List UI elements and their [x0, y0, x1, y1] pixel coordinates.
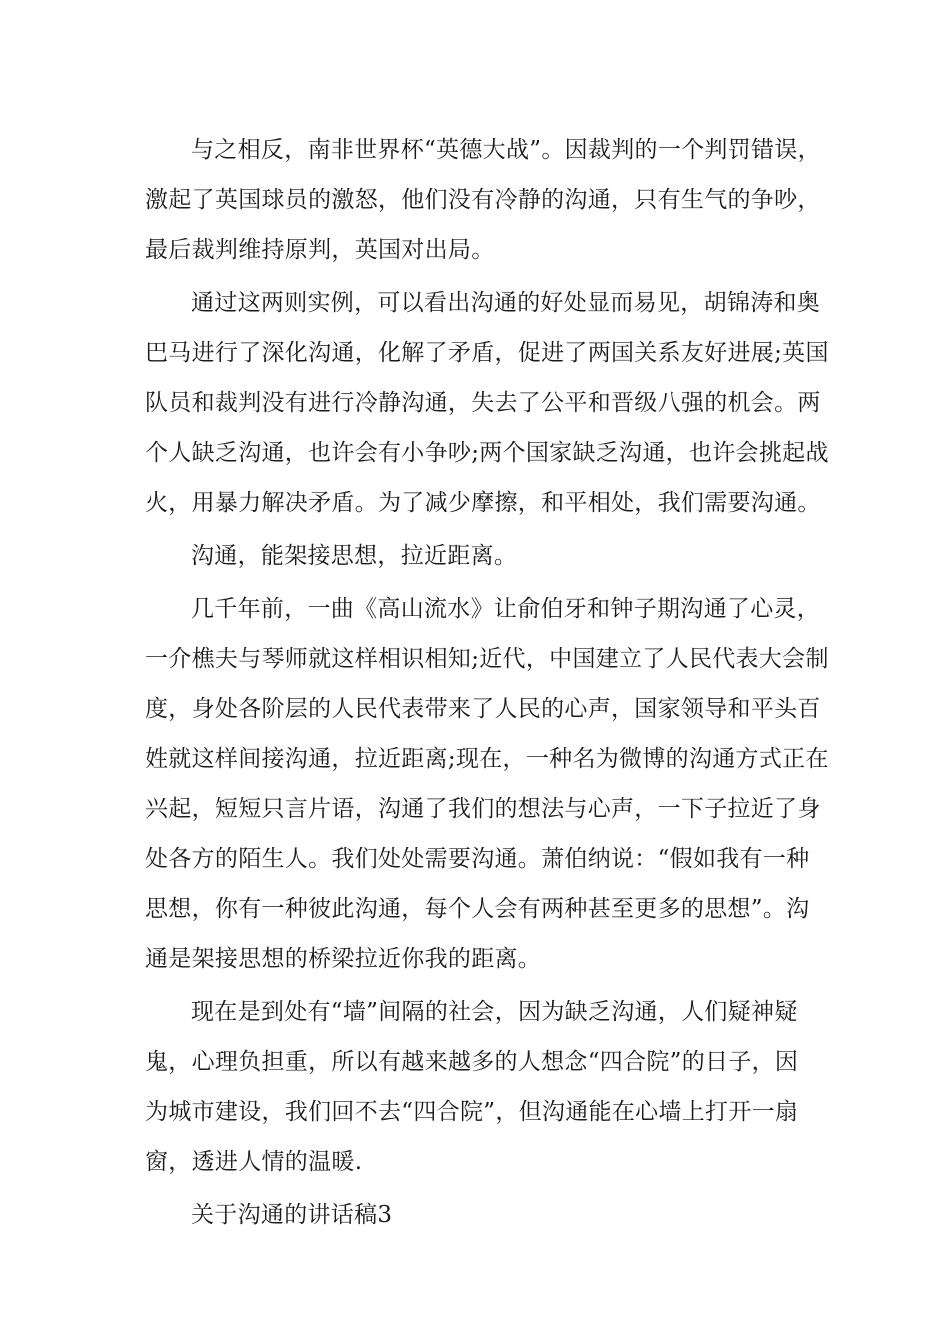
text-line: 几千年前，一曲《高山流水》让俞伯牙和钟子期沟通了心灵， [191, 596, 821, 622]
text-line: 个人缺乏沟通，也许会有小争吵;两个国家缺乏沟通，也许会挑起战 [145, 440, 829, 466]
text-line: 队员和裁判没有进行冷静沟通，失去了公平和晋级八强的机会。两 [145, 390, 821, 416]
paragraph-5 [145, 987, 810, 1187]
heading-text: 关于沟通的讲话稿3 [191, 1202, 393, 1228]
text-line: 现在是到处有“墙”间隔的社会，因为缺乏沟通，人们疑神疑 [191, 999, 798, 1025]
text-line: 通过这两则实例，可以看出沟通的好处显而易见，胡锦涛和奥 [191, 290, 821, 316]
text-line: 激起了英国球员的激怒，他们没有冷静的沟通，只有生气的争吵， [145, 187, 821, 213]
text-line: 鬼，心理负担重，所以有越来越多的人想念“四合院”的日子，因 [145, 1049, 799, 1075]
text-line: 度，身处各阶层的人民代表带来了人民的心声，国家领导和平头百 [145, 696, 821, 722]
paragraph-3 [145, 531, 810, 581]
paragraph-2 [145, 278, 829, 528]
text-line: 思想，你有一种彼此沟通，每个人会有两种甚至更多的思想”。沟 [145, 896, 810, 922]
paragraph-4 [145, 584, 829, 984]
section-heading [145, 1190, 810, 1240]
text-line: 火，用暴力解决矛盾。为了减少摩擦，和平相处，我们需要沟通。 [145, 490, 821, 516]
text-line: 通是架接思想的桥梁拉近你我的距离。 [145, 946, 542, 972]
text-line: 为城市建设，我们回不去“四合院”，但沟通能在心墙上打开一扇 [145, 1099, 799, 1125]
text-line: 最后裁判维持原判，英国对出局。 [145, 237, 495, 263]
text-line: 兴起，短短只言片语，沟通了我们的想法与心声，一下子拉近了身 [145, 796, 821, 822]
text-line: 一介樵夫与琴师就这样相识相知;近代，中国建立了人民代表大会制 [145, 646, 829, 672]
text-line: 沟通，能架接思想，拉近距离。 [191, 543, 518, 569]
text-line: 处各方的陌生人。我们处处需要沟通。萧伯纳说：“假如我有一种 [145, 846, 810, 872]
text-line: 巴马进行了深化沟通，化解了矛盾，促进了两国关系友好进展;英国 [145, 340, 829, 366]
paragraph-1 [145, 125, 821, 275]
text-line: 窗，透进人情的温暖. [145, 1149, 363, 1175]
document-body [145, 125, 829, 1243]
text-line: 姓就这样间接沟通，拉近距离;现在，一种名为微博的沟通方式正在 [145, 746, 829, 772]
text-line: 与之相反，南非世界杯“英德大战”。因裁判的一个判罚错误， [191, 137, 821, 163]
